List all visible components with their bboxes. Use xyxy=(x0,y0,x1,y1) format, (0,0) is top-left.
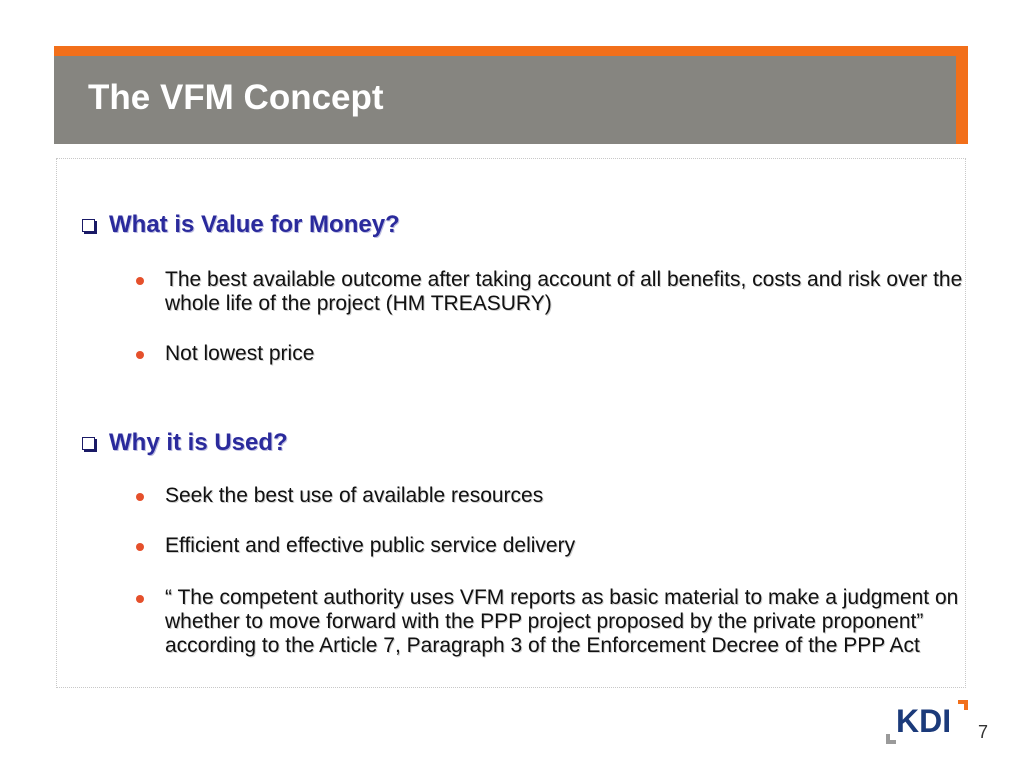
bullet-dot-icon xyxy=(136,277,144,285)
bullet-item xyxy=(136,268,997,316)
bullet-dot-icon xyxy=(136,543,144,551)
bullet-item xyxy=(136,586,997,658)
bullet-text: The best available outcome after taking account of all benefits, costs and risk over the whole life of the project (HM TREASURY) xyxy=(165,268,963,315)
bullet-text: “ The competent authority uses VFM reports as basic material to make a judgment on whether to move forward with the PPP project proposed by the private proponent” according to the Article 7, Paragraph 3 of the Enforcement Decree of the PPP Act xyxy=(165,586,959,657)
checkbox-icon xyxy=(82,437,95,450)
slide-title: The VFM Concept xyxy=(88,78,384,117)
logo-text: KDI xyxy=(896,703,952,739)
bullet-text: Not lowest price xyxy=(165,342,315,365)
section-heading-value-for-money xyxy=(82,211,400,239)
bullet-text: Seek the best use of available resources xyxy=(165,484,544,507)
checkbox-icon xyxy=(82,219,95,232)
bullet-dot-icon xyxy=(136,493,144,501)
bullet-item xyxy=(136,484,997,508)
bullet-item xyxy=(136,342,997,366)
kdi-logo xyxy=(886,700,968,744)
bullet-item xyxy=(136,534,997,558)
section-heading-why-used xyxy=(82,429,288,457)
section-heading-text: Why it is Used? xyxy=(109,429,288,456)
page-number: 7 xyxy=(978,722,989,742)
section-heading-text: What is Value for Money? xyxy=(109,211,400,238)
bullet-dot-icon xyxy=(136,351,144,359)
bullet-text: Efficient and effective public service delivery xyxy=(165,534,576,557)
logo-bracket-top-right xyxy=(958,700,968,710)
bullet-dot-icon xyxy=(136,595,144,603)
logo-bracket-bottom-left xyxy=(886,734,896,744)
